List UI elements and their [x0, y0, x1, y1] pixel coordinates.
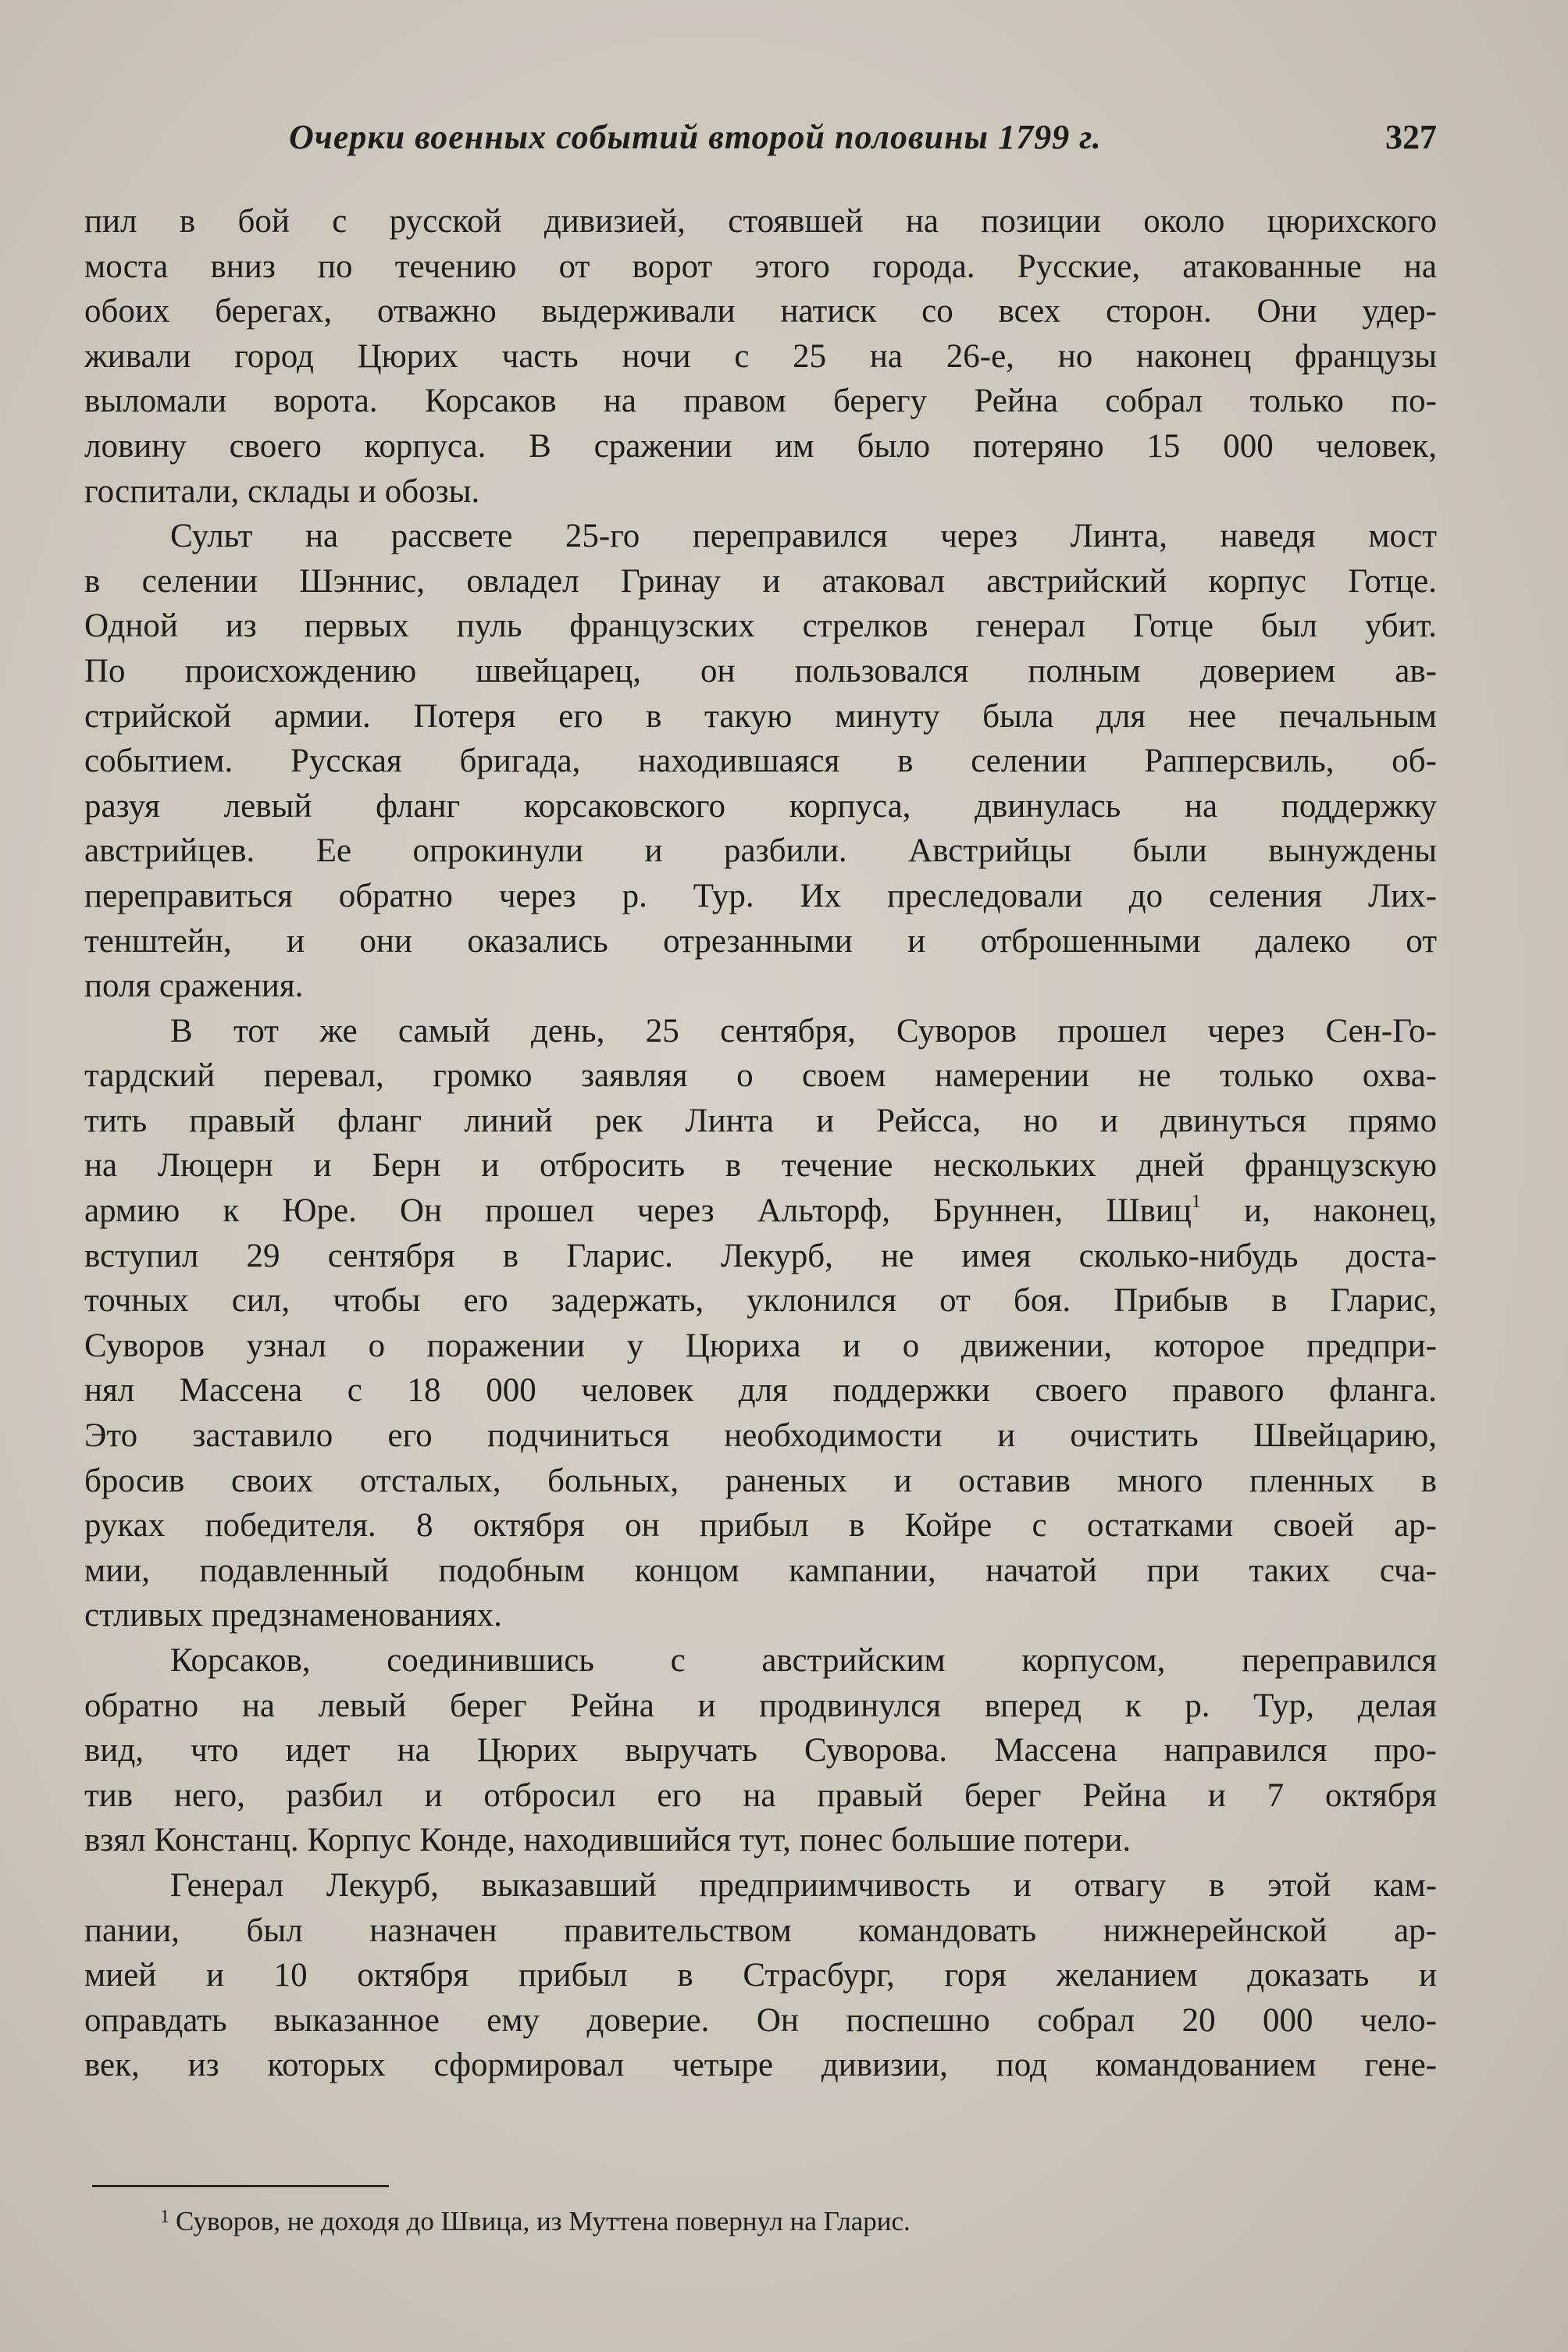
text-line: ловину своего корпуса. В сражении им было потеряно 15 000 человек,: [84, 427, 1437, 465]
text-line: мии, подавленный подобным концом кампании, начатой при таких сча-: [84, 1552, 1437, 1589]
text-line: стрийской армии. Потеря его в такую минуту была для нее печальным: [84, 697, 1437, 735]
text-line-with-footnote-ref: [84, 1188, 1437, 1234]
text-line: точных сил, чтобы его задержать, уклонился от боя. Прибыв в Гларис,: [84, 1282, 1437, 1320]
body-text: [84, 199, 1437, 2088]
footnote-ref: 1: [1191, 1192, 1201, 1213]
text-line: руках победителя. 8 октября он прибыл в Койре с остатками своей ар-: [84, 1507, 1437, 1545]
text-line: обратно на левый берег Рейна и продвинулся вперед к р. Тур, делая: [84, 1687, 1437, 1724]
text-line: разуя левый фланг корсаковского корпуса, двинулась на поддержку: [84, 787, 1437, 825]
text-line: стливых предзнаменованиях.: [84, 1597, 502, 1634]
text-line: Суворов узнал о поражении у Цюриха и о движении, которое предпри-: [84, 1327, 1437, 1364]
text-line: на Люцерн и Берн и отбросить в течение нескольких дней французскую: [84, 1147, 1437, 1185]
text-segment: армию к Юре. Он прошел через Альторф, Бруннен, Швиц: [84, 1192, 1192, 1230]
running-title: Очерки военных событий второй половины 1799 г.: [289, 118, 1102, 156]
running-head: [289, 117, 1437, 172]
footnote-text: Суворов, не доходя до Швица, из Муттена повернул на Гларис.: [176, 2206, 911, 2236]
page-number: 327: [1385, 118, 1437, 156]
text-line: Это заставило его подчиниться необходимости и очистить Швейцарию,: [84, 1417, 1437, 1455]
text-line: мией и 10 октября прибыл в Страсбург, горя желанием доказать и: [84, 1957, 1437, 1994]
text-line: выломали ворота. Корсаков на правом берегу Рейна собрал только по-: [84, 383, 1437, 420]
text-line: живали город Цюрих часть ночи с 25 на 26-е, но наконец французы: [84, 337, 1437, 375]
text-line: Генерал Лекурб, выказавший предприимчивость и отвагу в этой кам-: [170, 1866, 1437, 1904]
text-line: переправиться обратно через р. Тур. Их преследовали до селения Лих-: [84, 877, 1437, 914]
text-line: пил в бой с русской дивизией, стоявшей на позиции около цюрихского: [84, 203, 1437, 240]
text-line: нял Массена с 18 000 человек для поддержки своего правого фланга.: [84, 1372, 1437, 1409]
text-line: Одной из первых пуль французских стрелков генерал Готце был убит.: [84, 608, 1437, 645]
text-line: вступил 29 сентября в Гларис. Лекурб, не имея сколько-нибудь доста-: [84, 1237, 1437, 1274]
text-line: моста вниз по течению от ворот этого города. Русские, атакованные на: [84, 248, 1437, 285]
text-line: обоих берегах, отважно выдерживали натиск со всех сторон. Они удер-: [84, 293, 1437, 330]
text-line: австрийцев. Ее опрокинули и разбили. Австрийцы были вынуждены: [84, 832, 1437, 870]
footnote-mark: 1: [160, 2207, 169, 2227]
text-line: Корсаков, соединившись с австрийским корпусом, переправился: [170, 1642, 1437, 1679]
text-line: госпитали, склады и обозы.: [84, 472, 480, 510]
text-line: По происхождению швейцарец, он пользовался полным доверием ав-: [84, 652, 1437, 690]
text-line: вид, что идет на Цюрих выручать Суворова. Массена направился про-: [84, 1732, 1437, 1769]
text-line: бросив своих отсталых, больных, раненых и оставив много пленных в: [84, 1462, 1437, 1499]
footnote: [160, 2198, 1331, 2240]
text-line: событием. Русская бригада, находившаяся в селении Рапперсвиль, об-: [84, 743, 1437, 780]
text-line: век, из которых сформировал четыре дивизии, под командованием гене-: [84, 2047, 1437, 2084]
text-line: оправдать выказанное ему доверие. Он поспешно собрал 20 000 чело-: [84, 2001, 1437, 2039]
text-line: Сульт на рассвете 25-го переправился через Линта, наведя мост: [170, 518, 1437, 555]
text-line: тенштейн, и они оказались отрезанными и отброшенными далеко от: [84, 922, 1437, 960]
text-line: поля сражения.: [84, 968, 304, 1005]
text-line: пании, был назначен правительством командовать нижнерейнской ар-: [84, 1912, 1437, 1949]
text-line: тардский перевал, громко заявляя о своем намерении не только охва-: [84, 1057, 1437, 1095]
text-line: взял Констанц. Корпус Конде, находившийся тут, понес большие потери.: [84, 1822, 1131, 1859]
text-line: тить правый фланг линий рек Линта и Рейсса, но и двинуться прямо: [84, 1102, 1437, 1139]
footnote-rule: [92, 2185, 389, 2187]
text-line: тив него, разбил и отбросил его на правый берег Рейна и 7 октября: [84, 1776, 1437, 1814]
text-line: в селении Шэннис, овладел Гринау и атаковал австрийский корпус Готце.: [84, 562, 1437, 600]
text-line: В тот же самый день, 25 сентября, Суворов прошел через Сен-Го-: [170, 1012, 1437, 1049]
text-segment: и, наконец,: [1200, 1192, 1437, 1230]
